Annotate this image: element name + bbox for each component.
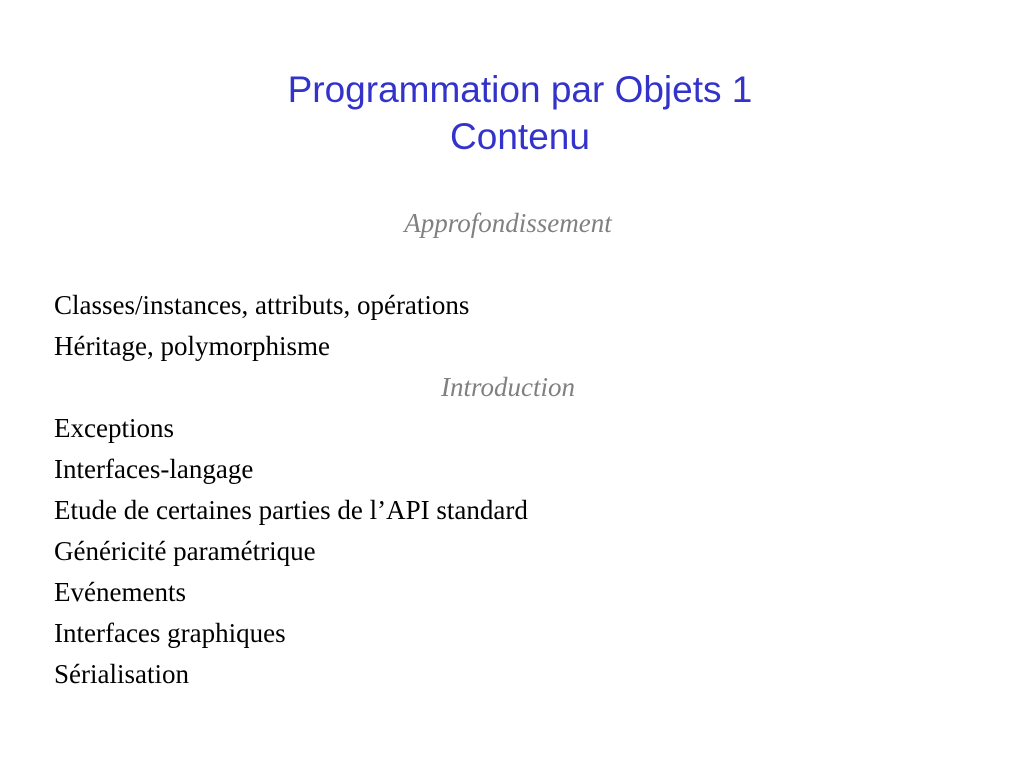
list-item-api-standard: Etude de certaines parties de l’API standard <box>54 495 528 525</box>
list-item-genericite: Généricité paramétrique <box>54 536 316 566</box>
slide-title <box>0 66 1024 160</box>
title-line-2: Contenu <box>450 116 590 157</box>
section-heading-introduction: Introduction <box>441 372 575 402</box>
list-item-serialisation: Sérialisation <box>54 659 189 689</box>
list-item-interfaces-graphiques: Interfaces graphiques <box>54 618 286 648</box>
list-item-evenements: Evénements <box>54 577 186 607</box>
list-item-classes-instances: Classes/instances, attributs, opérations <box>54 290 470 320</box>
list-item-exceptions: Exceptions <box>54 413 174 443</box>
section-heading-approfondissement: Approfondissement <box>404 208 612 238</box>
title-line-1: Programmation par Objets 1 <box>287 69 753 110</box>
list-item-heritage: Héritage, polymorphisme <box>54 331 330 361</box>
list-item-interfaces-langage: Interfaces-langage <box>54 454 254 484</box>
